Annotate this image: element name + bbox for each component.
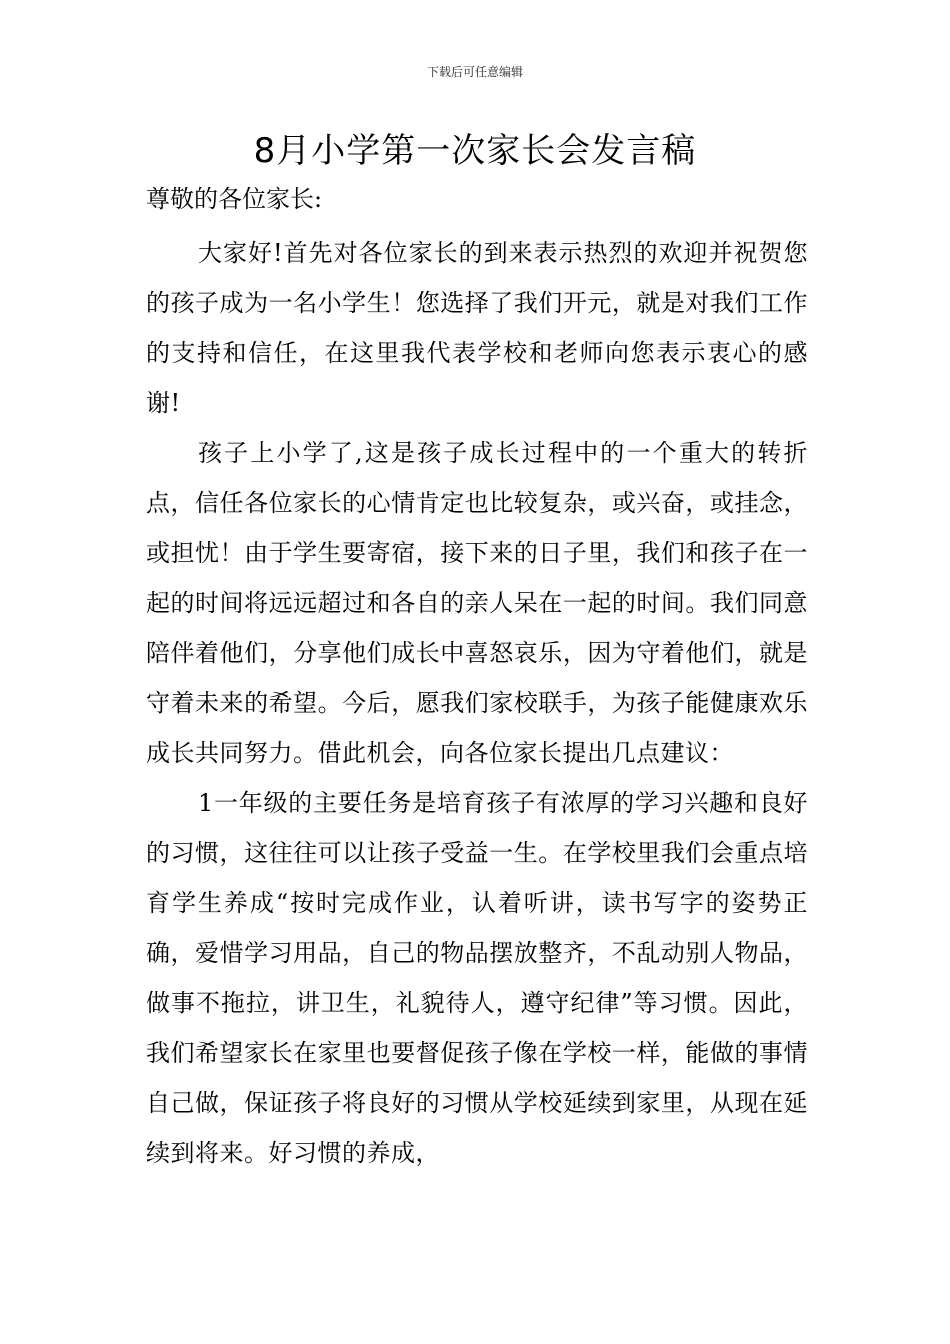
paragraph-welcome: 大家好!首先对各位家长的到来表示热烈的欢迎并祝贺您的孩子成为一名小学生！您选择了我们开元，就是对我们工作的支持和信任，在这里我代表学校和老师向您表示衷心的感谢! xyxy=(146,239,808,417)
paragraph-transition: 孩子上小学了,这是孩子成长过程中的一个重大的转折点，信任各位家长的心情肯定也比较复杂，或兴奋，或挂念，或担忧！由于学生要寄宿，接下来的日子里，我们和孩子在一起的时间将远远超过和各自的亲人呆在一起的时间。我们同意陪伴着他们，分享他们成长中喜怒哀乐，因为守着他们，就是守着未来的希望。今后，愿我们家校联手，为孩子能健康欢乐成长共同努力。借此机会，向各位家长提出几点建议： xyxy=(146,439,808,767)
document-body xyxy=(146,228,808,1178)
document-title: 8月小学第一次家长会发言稿 xyxy=(253,131,697,171)
salutation: 尊敬的各位家长: xyxy=(146,185,323,213)
paragraph-suggestion-1: 1一年级的主要任务是培育孩子有浓厚的学习兴趣和良好的习惯，这往往可以让孩子受益一生。在学校里我们会重点培育学生养成“按时完成作业，认着听讲，读书写字的姿势正确，爱惜学习用品，自己的物品摆放整齐，不乱动别人物品，做事不拖拉，讲卫生，礼貌待人，遵守纪律”等习惯。因此，我们希望家长在家里也要督促孩子像在学校一样，能做的事情自己做，保证孩子将良好的习惯从学校延续到家里，从现在延续到将来。好习惯的养成， xyxy=(146,789,808,1167)
header-note: 下载后可任意编辑 xyxy=(426,65,523,79)
